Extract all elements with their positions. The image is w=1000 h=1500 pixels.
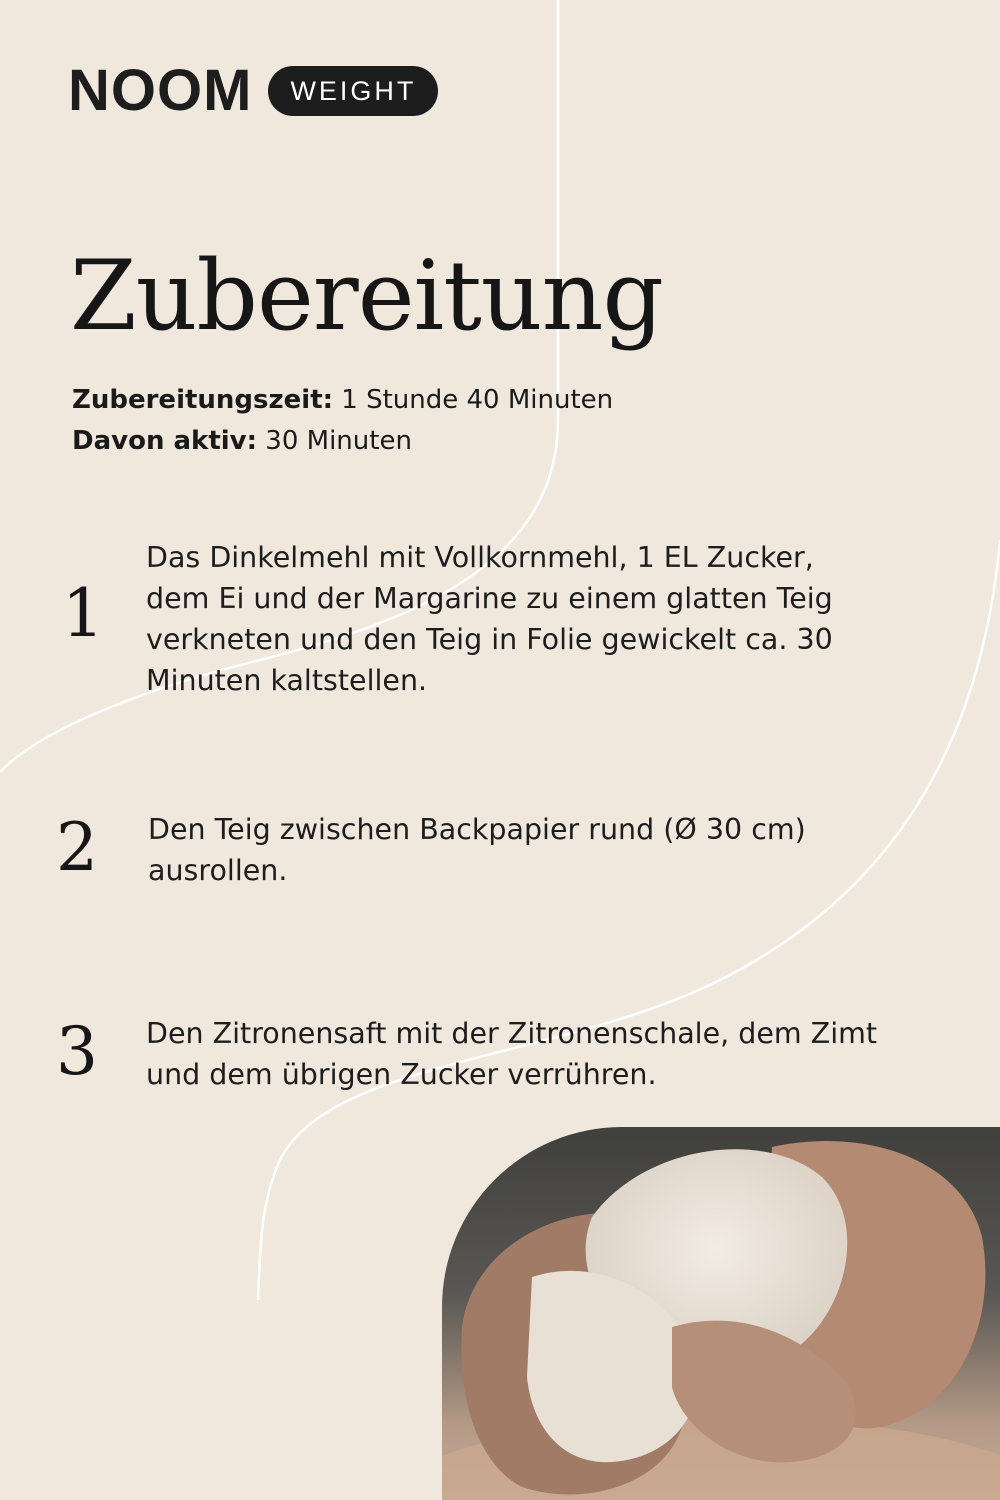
prep-time-row xyxy=(72,380,613,421)
recipe-times xyxy=(72,380,613,462)
step-text: Den Zitronensaft mit der Zitronenschale, dem Zimt und dem übrigen Zucker verrühren. xyxy=(146,1017,878,1091)
step-number: 2 xyxy=(56,809,98,886)
active-time-value: 30 Minuten xyxy=(265,426,412,456)
active-time-row xyxy=(72,421,613,462)
step-number: 1 xyxy=(62,575,104,652)
prep-time-value: 1 Stunde 40 Minuten xyxy=(341,385,614,415)
step-text: Den Teig zwischen Backpapier rund (Ø 30 cm) ausrollen. xyxy=(148,813,806,887)
active-time-label: Davon aktiv: xyxy=(72,426,258,456)
logo-wordmark: NOOM xyxy=(68,58,253,123)
prep-time-label: Zubereitungszeit: xyxy=(72,385,334,415)
hands-dough-illustration xyxy=(442,1127,1000,1500)
page-title: Zubereitung xyxy=(70,240,663,352)
step-number: 3 xyxy=(56,1013,98,1090)
dough-kneading-photo xyxy=(442,1127,1000,1500)
brand-logo xyxy=(68,58,438,123)
logo-badge: WEIGHT xyxy=(268,66,438,116)
step-text: Das Dinkelmehl mit Vollkornmehl, 1 EL Zucker, dem Ei und der Margarine zu einem glatten Teig verkneten und den Teig in Folie gewickelt ca. 30 Minuten kaltstellen. xyxy=(146,541,833,697)
